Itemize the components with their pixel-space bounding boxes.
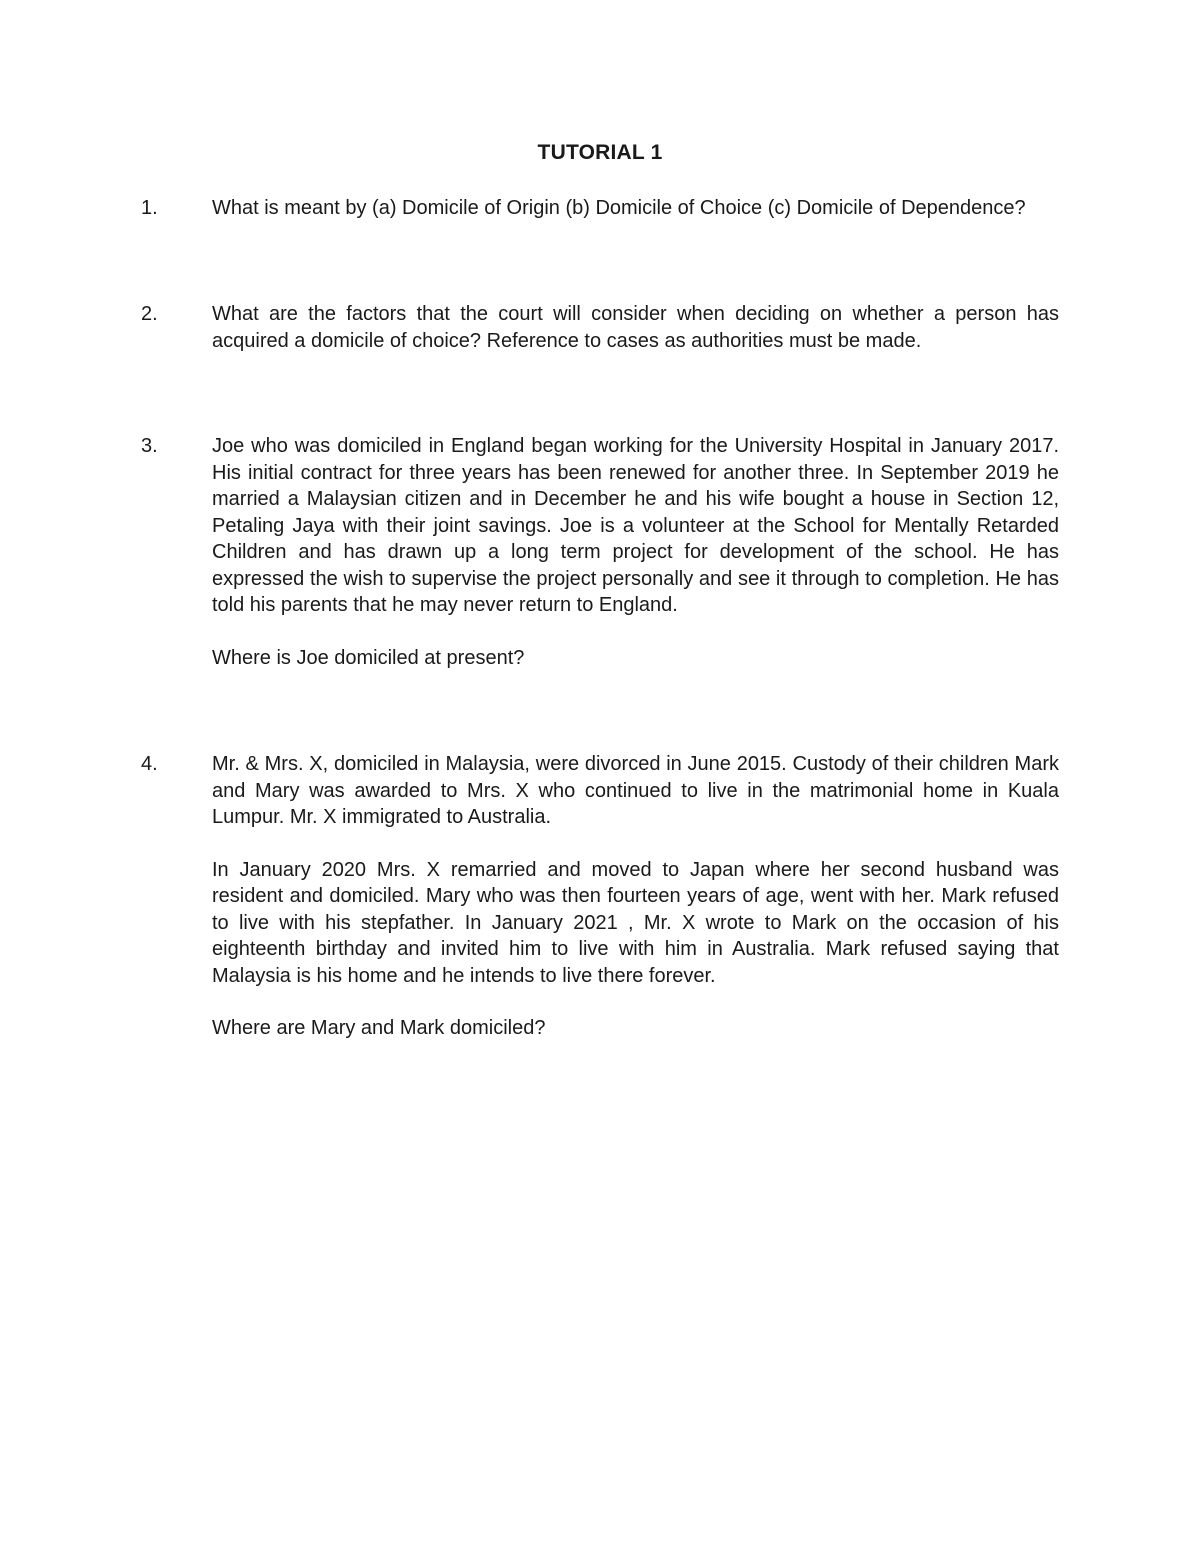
question-prompt: Where is Joe domiciled at present? bbox=[212, 646, 525, 669]
question-body bbox=[212, 433, 1059, 671]
question-number: 2. bbox=[141, 303, 158, 325]
question-paragraph: What is meant by (a) Domicile of Origin (b) Domicile of Choice (c) Domicile of Dependence? bbox=[212, 197, 1026, 219]
question-body bbox=[212, 751, 1059, 1042]
question-paragraph: Mr. & Mrs. X, domiciled in Malaysia, were divorced in June 2015. Custody of their children Mark and Mary was awarded to Mrs. X who continued to live in the matrimonial home in Kuala Lumpur. Mr. X immigrated to Australia. bbox=[212, 753, 1059, 828]
question-number: 1. bbox=[141, 197, 158, 219]
question-paragraph: Joe who was domiciled in England began working for the University Hospital in January 2017. His initial contract for three years has been renewed for another three. In September 2019 he married a Malaysian citizen and in December he and his wife bought a house in Section 12, Petaling Jaya with their joint savings. Joe is a volunteer at the School for Mentally Retarded Children and has drawn up a long term project for development of the school. He has expressed the wish to supervise the project personally and see it through to completion. He has told his parents that he may never return to England. bbox=[212, 435, 1059, 616]
document-title: TUTORIAL 1 bbox=[537, 141, 663, 164]
question-number: 3. bbox=[141, 435, 158, 457]
question-number: 4. bbox=[141, 753, 158, 775]
question-paragraph: What are the factors that the court will consider when deciding on whether a person has acquired a domicile of choice? Reference to cases as authorities must be made. bbox=[212, 303, 1059, 352]
question-body bbox=[212, 301, 1059, 354]
question-paragraph: In January 2020 Mrs. X remarried and moved to Japan where her second husband was resident and domiciled. Mary who was then fourteen years of age, went with her. Mark refused to live with his stepfather. In January 2021 , Mr. X wrote to Mark on the occasion of his eighteenth birthday and invited him to live with him in Australia. Mark refused saying that Malaysia is his home and he intends to live there forever. bbox=[212, 858, 1059, 987]
question-body bbox=[212, 195, 1059, 222]
question-prompt: Where are Mary and Mark domiciled? bbox=[212, 1017, 546, 1039]
